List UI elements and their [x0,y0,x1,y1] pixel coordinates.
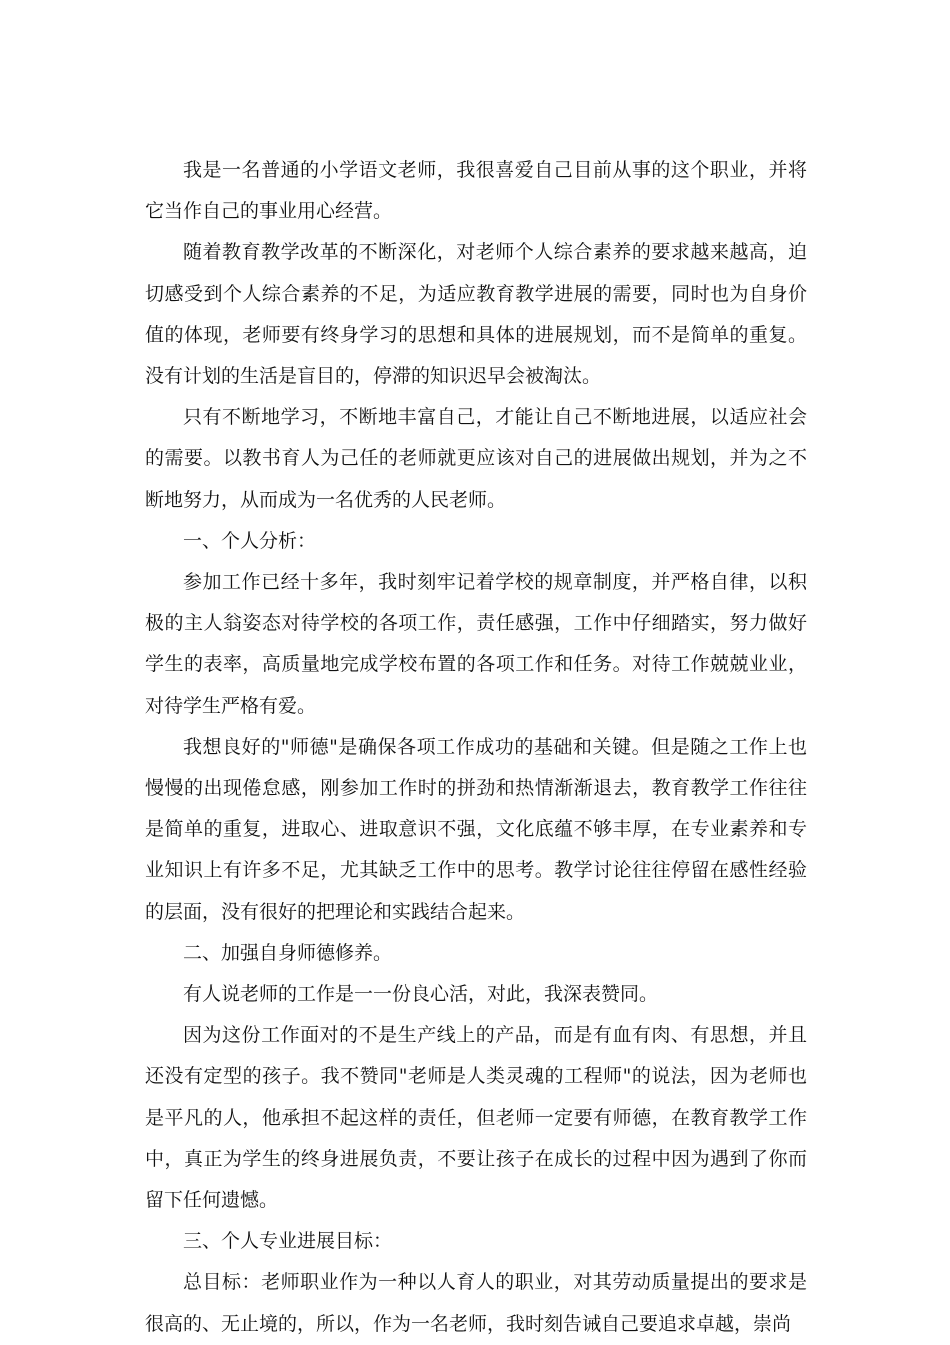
paragraph-intro: 我是一名普通的小学语文老师，我很喜爱自己目前从事的这个职业，并将它当作自己的事业用心经营。 [145,159,807,223]
heading-strengthen-ethics: 二、加强自身师德修养。 [183,941,393,964]
document-body [145,150,807,1345]
paragraph-children: 因为这份工作面对的不是生产线上的产品，而是有血有肉、有思想，并且还没有定型的孩子。我不赞同"老师是人类灵魂的工程师"的说法，因为老师也是平凡的人，他承担不起这样的责任，但老师一定要有师德，在教育教学工作中，真正为学生的终身进展负责，不要让孩子在成长的过程中因为遇到了你而留下任何遗憾。 [145,1024,807,1212]
heading-professional-goals: 三、个人专业进展目标： [183,1230,393,1253]
paragraph-overall-goal: 总目标：老师职业作为一种以人育人的职业，对其劳动质量提出的要求是很高的、无止境的，所以，作为一名老师，我时刻告诫自己要追求卓越，崇尚 [145,1271,807,1335]
paragraph-learning: 只有不断地学习，不断地丰富自己，才能让自己不断地进展，以适应社会的需要。以教书育人为己任的老师就更应该对自己的进展做出规划，并为之不断地努力，从而成为一名优秀的人民老师。 [145,406,807,511]
paragraph-reform: 随着教育教学改革的不断深化，对老师个人综合素养的要求越来越高，迫切感受到个人综合素养的不足，为适应教育教学进展的需要，同时也为自身价值的体现，老师要有终身学习的思想和具体的进展规划，而不是简单的重复。没有计划的生活是盲目的，停滞的知识迟早会被淘汰。 [145,241,807,388]
paragraph-work-experience: 参加工作已经十多年，我时刻牢记着学校的规章制度，并严格自律，以积极的主人翁姿态对待学校的各项工作，责任感强，工作中仔细踏实，努力做好学生的表率，高质量地完成学校布置的各项工作和任务。对待工作兢兢业业，对待学生严格有爱。 [145,571,807,717]
paragraph-conscience-work: 有人说老师的工作是一一份良心活，对此，我深表赞同。 [183,983,659,1006]
paragraph-teacher-ethics-reflection: 我想良好的"师德"是确保各项工作成功的基础和关键。但是随之工作上也慢慢的出现倦怠感，刚参加工作时的拼劲和热情渐渐退去，教育教学工作往往是简单的重复，进取心、进取意识不强，文化底蕴不够丰厚，在专业素养和专业知识上有许多不足，尤其缺乏工作中的思考。教学讨论往往停留在感性经验的层面，没有很好的把理论和实践结合起来。 [145,735,807,923]
heading-personal-analysis: 一、个人分析： [183,529,317,552]
